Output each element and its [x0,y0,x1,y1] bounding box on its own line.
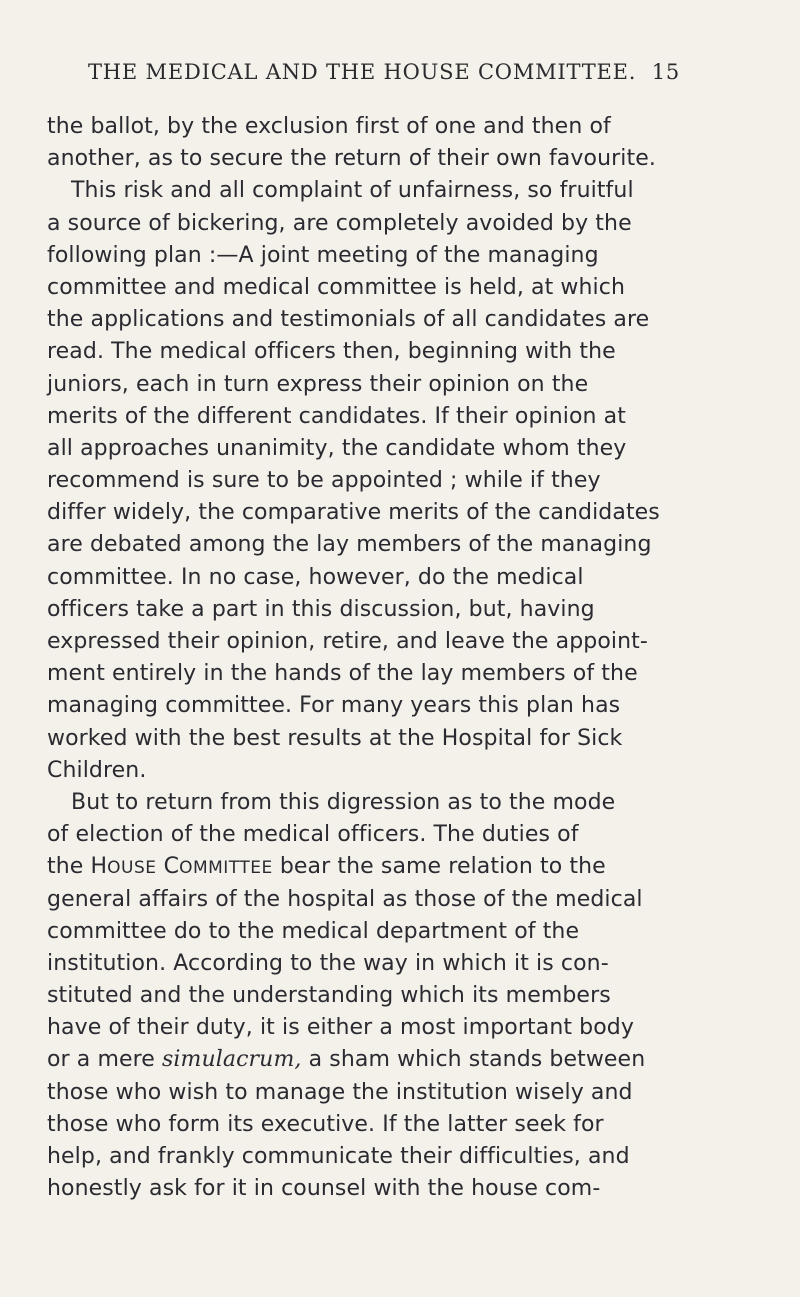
running-title: THE MEDICAL AND THE HOUSE COMMITTEE. [88,60,637,84]
running-head [88,60,728,84]
text-line: differ widely, the comparative merits of the candidates [47,500,660,526]
committee-rest: OMMITTEE [179,858,273,879]
house-committee-line [47,851,767,883]
text-line: merits of the different candidates. If their opinion at [47,403,626,429]
body-text [47,111,767,1205]
text-line: ment entirely in the hands of the lay members of the [47,661,638,687]
house-committee-after: bear the same relation to the [272,854,606,880]
house-rest: OUSE [107,858,157,879]
text-line: Children. [47,757,147,783]
text-line: general affairs of the hospital as those of the medical [47,886,643,912]
text-line: recommend is sure to be appointed ; while if they [47,468,601,494]
text-line: stituted and the understanding which its members [47,983,611,1009]
text-line: But to return from this digression as to the mode [71,789,616,815]
text-line: read. The medical officers then, beginning with the [47,339,616,365]
committee-c: C [156,854,180,880]
text-line: are debated among the lay members of the managing [47,532,652,558]
house-committee-before: the [47,854,91,880]
text-line: expressed their opinion, retire, and leave the appoint- [47,629,648,654]
text-line: all approaches unanimity, the candidate whom they [47,435,627,461]
simulacrum-line [47,1044,767,1076]
text-line: This risk and all complaint of unfairness, so fruitful [71,178,634,204]
text-line: have of their duty, it is either a most important body [47,1015,634,1041]
house-h: H [90,854,108,880]
text-line: help, and frankly communicate their difficulties, and [47,1144,630,1169]
text-line: institution. According to the way in which it is con- [47,950,609,976]
text-line: a source of bickering, are completely avoided by the [47,210,632,236]
page-number: 15 [651,60,681,84]
text-line: worked with the best results at the Hospital for Sick [47,725,623,751]
text-line: committee do to the medical department of the [47,918,580,944]
text-line: officers take a part in this discussion, but, having [47,596,595,622]
text-line: managing committee. For many years this plan has [47,693,621,719]
simulacrum-italic: simulacrum, [162,1047,302,1073]
text-line: the ballot, by the exclusion first of one and then of [47,114,611,139]
text-line: the applications and testimonials of all candidates are [47,307,650,333]
text-line: another, as to secure the return of their own favourite. [47,146,656,172]
simulacrum-after: a sham which stands between [301,1047,646,1073]
text-line: juniors, each in turn express their opinion on the [47,371,589,397]
text-line: committee. In no case, however, do the medical [47,564,584,590]
text-line: committee and medical committee is held, at which [47,274,625,300]
text-line: of election of the medical officers. The duties of [47,822,579,848]
simulacrum-before: or a mere [47,1047,163,1073]
text-line: honestly ask for it in counsel with the house com- [47,1176,601,1202]
text-line: those who form its executive. If the latter seek for [47,1111,604,1137]
text-line: those who wish to manage the institution wisely and [47,1079,633,1105]
text-line: following plan :—A joint meeting of the managing [47,242,599,268]
